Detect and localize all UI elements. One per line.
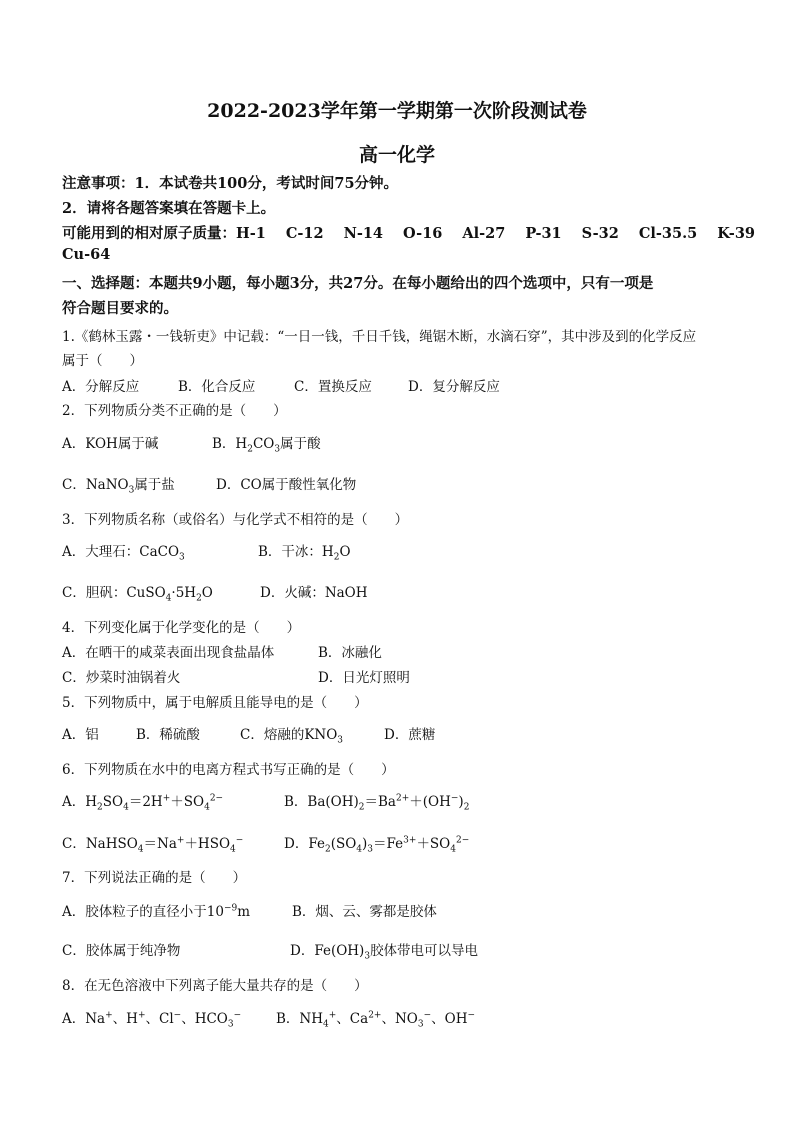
q6-option-a: A．$H_2SO_4=2H^++SO_4^{2-}$: [62, 793, 224, 813]
q4-option-d: D．日光灯照明: [318, 670, 410, 686]
atomic-mass-item: C-12: [285, 225, 324, 242]
q6-option-c: C．$NaHSO_4=Na^++HSO_4^-$: [62, 835, 244, 855]
q1-option-d: D．复分解反应: [408, 379, 500, 395]
q4-stem: 4．下列变化属于化学变化的是（ ）: [62, 620, 301, 636]
atomic-mass-item: S-32: [581, 225, 619, 242]
q5-option-d: D．蔗糖: [384, 727, 436, 743]
q7-option-b: B．烟、云、雾都是胶体: [292, 904, 437, 920]
q1-option-b: B．化合反应: [178, 379, 256, 395]
q3-option-c: C．胆矾：$CuSO_4\cdot 5H_2O$: [62, 585, 213, 604]
q3-option-a: A．大理石：CaCO$_3$: [62, 544, 185, 563]
q7-option-d: D．$Fe(OH)_3$胶体带电可以导电: [290, 943, 479, 962]
q7-stem: 7．下列说法正确的是（ ）: [62, 870, 247, 886]
atomic-mass-item: O-16: [403, 225, 443, 242]
q2-option-c: C．NaNO$_3$属于盐: [62, 477, 175, 496]
section1-heading-1: 一、选择题：本题共9小题，每小题3分，共27分。在每小题给出的四个选项中，只有一项是: [62, 275, 654, 292]
atomic-mass-item: Al-27: [462, 225, 506, 242]
q2-option-d: D．CO属于酸性氧化物: [216, 477, 357, 493]
atomic-mass-last: Cu-64: [62, 246, 111, 263]
q8-option-b: B．$NH_4^+$、$Ca^{2+}$、$NO_3^-$、OH−: [276, 1010, 476, 1030]
q5-option-b: B．稀硫酸: [136, 727, 200, 743]
atomic-mass-item: P-31: [525, 225, 562, 242]
q6-stem: 6．下列物质在水中的电离方程式书写正确的是（ ）: [62, 762, 395, 778]
section1-heading-2: 符合题目要求的。: [62, 300, 178, 317]
atomic-mass-line: [62, 222, 755, 243]
atomic-mass-item: K-39: [717, 225, 755, 242]
atomic-mass-list: [236, 225, 755, 242]
atomic-mass-item: H-1: [236, 225, 266, 242]
q5-option-a: A．铝: [62, 727, 99, 743]
q7-option-c: C．胶体属于纯净物: [62, 943, 181, 959]
q4-option-c: C．炒菜时油锅着火: [62, 670, 181, 686]
q3-option-b: B．干冰：$H_2O$: [258, 544, 351, 563]
q2-stem: 2．下列物质分类不正确的是（ ）: [62, 403, 287, 419]
exam-subject: 高一化学: [358, 144, 435, 166]
atomic-mass-label: 可能用到的相对原子质量：: [62, 225, 236, 242]
q7-option-a: A．胶体粒子的直径小于$10^{-9}m$: [62, 903, 251, 920]
q1-option-c: C．置换反应: [294, 379, 372, 395]
q6-option-d: D．$Fe_2(SO_4)_3=Fe^{3+}+SO_4^{2-}$: [284, 835, 470, 855]
q1-stem-2: 属于（ ）: [62, 353, 143, 369]
notes-line-2: 2．请将各题答案填在答题卡上。: [62, 200, 276, 217]
atomic-mass-item: Cl-35.5: [638, 225, 698, 242]
q8-stem: 8．在无色溶液中下列离子能大量共存的是（ ）: [62, 978, 368, 994]
q3-stem: 3．下列物质名称（或俗名）与化学式不相符的是（ ）: [62, 512, 409, 528]
atomic-mass-item: N-14: [343, 225, 384, 242]
q4-option-b: B．冰融化: [318, 645, 382, 661]
notes-line-1: 注意事项：1．本试卷共100分，考试时间75分钟。: [62, 175, 399, 192]
exam-title: 2022-2023学年第一学期第一次阶段测试卷: [207, 100, 587, 122]
q6-option-b: B．$Ba(OH)_2=Ba^{2+}+(OH^-)_2$: [284, 793, 470, 813]
q5-option-c: C．熔融的$KNO_3$: [240, 727, 344, 746]
q2-option-b: B．$H_2CO_3$属于酸: [212, 436, 321, 455]
q1-option-a: A．分解反应: [62, 379, 140, 395]
q2-option-a: A．KOH属于碱: [62, 436, 159, 452]
q4-option-a: A．在晒干的咸菜表面出现食盐晶体: [62, 645, 275, 661]
q5-stem: 5．下列物质中，属于电解质且能导电的是（ ）: [62, 695, 368, 711]
q1-stem-1: 1.《鹤林玉露・一钱斩吏》中记载：“一日一钱，千日千钱，绳锯木断，水滴石穿”，其中涉及到的化学反应: [62, 329, 697, 345]
q3-option-d: D．火碱：NaOH: [260, 585, 368, 601]
q8-option-a: A．Na+、H+、Cl−、$HCO_3^-$: [62, 1010, 242, 1030]
